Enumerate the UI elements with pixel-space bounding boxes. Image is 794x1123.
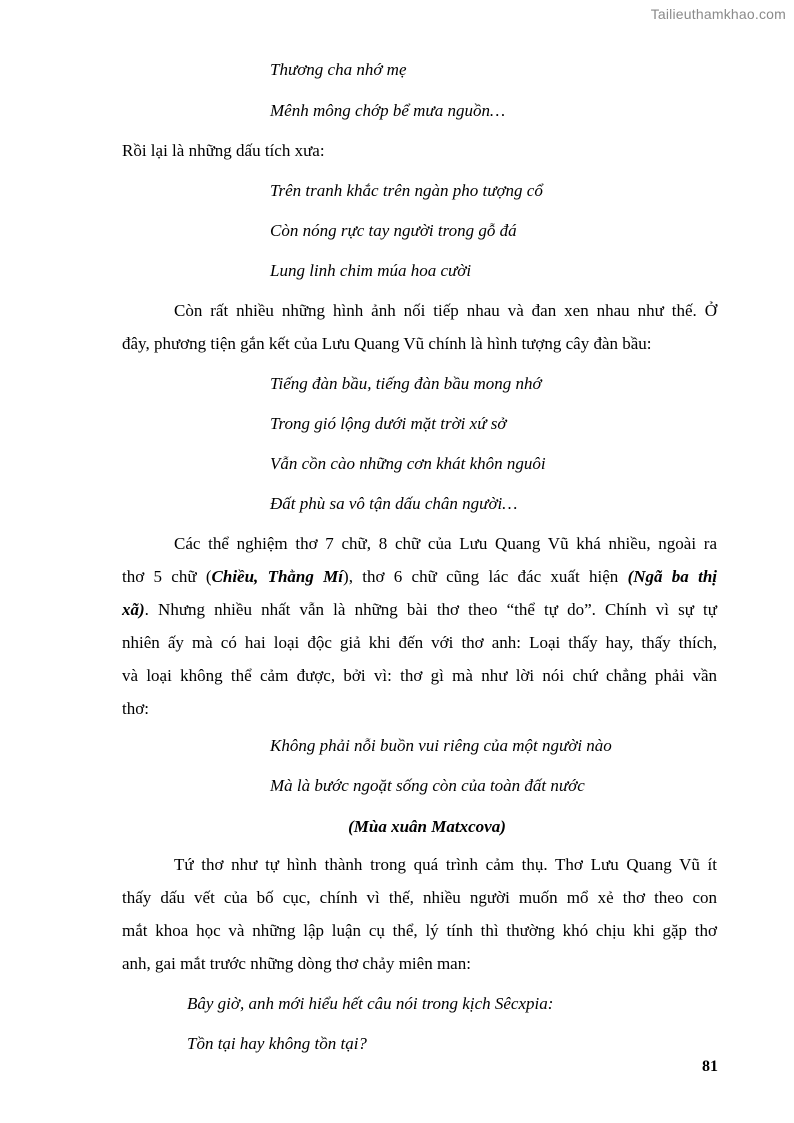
poem-line: Tồn tại hay không tồn tại? xyxy=(187,1034,367,1053)
body-line: mắt khoa học và những lập luận cụ thể, lý tính thì thường khó chịu khi gặp thơ xyxy=(122,921,717,940)
watermark: Tailieuthamkhao.com xyxy=(650,6,786,22)
poem-citation: (Mùa xuân Matxcova) xyxy=(348,817,506,836)
body-line: Rồi lại là những dấu tích xưa: xyxy=(122,141,325,160)
poem-line: Vẫn cồn cào những cơn khát khôn nguôi xyxy=(270,454,546,473)
body-line: Tứ thơ như tự hình thành trong quá trình cảm thụ. Thơ Lưu Quang Vũ ít xyxy=(174,855,717,874)
poem-line: Trên tranh khắc trên ngàn pho tượng cổ xyxy=(270,181,543,200)
body-line: nhiên ấy mà có hai loại độc giả khi đến với thơ anh: Loại thấy hay, thấy thích, xyxy=(122,633,717,652)
body-line: thơ: xyxy=(122,699,149,718)
poem-line: Tiếng đàn bầu, tiếng đàn bầu mong nhớ xyxy=(270,374,542,393)
text: thơ 5 chữ ( xyxy=(122,567,212,586)
poem-line: Đất phù sa vô tận dấu chân người… xyxy=(270,494,518,513)
text: . Nhưng nhiều nhất vẫn là những bài thơ theo “thể tự do”. Chính vì sự tự xyxy=(144,600,717,619)
body-line: thấy dấu vết của bố cục, chính vì thế, nhiều người muốn mổ xẻ thơ theo con xyxy=(122,888,717,907)
poem-title: xã) xyxy=(122,600,145,619)
poem-line: Mà là bước ngoặt sống còn của toàn đất nước xyxy=(270,776,585,795)
poem-line: Lung linh chim múa hoa cười xyxy=(270,261,472,280)
text: ), thơ 6 chữ cũng lác đác xuất hiện xyxy=(343,567,628,586)
poem-line: Thương cha nhớ mẹ xyxy=(270,60,407,79)
page-number: 81 xyxy=(702,1058,718,1075)
body-line xyxy=(122,600,717,620)
poem-line: Không phải nỗi buồn vui riêng của một người nào xyxy=(270,736,612,755)
body-line xyxy=(122,567,717,587)
poem-title: (Ngã ba thị xyxy=(627,567,718,586)
poem-line: Trong gió lộng dưới mặt trời xứ sở xyxy=(270,414,507,433)
body-line: anh, gai mắt trước những dòng thơ chảy miên man: xyxy=(122,954,471,973)
poem-title: Chiều, Thằng Mí xyxy=(211,567,344,586)
body-line: Còn rất nhiều những hình ảnh nối tiếp nhau và đan xen nhau như thế. Ở xyxy=(174,301,717,320)
poem-line: Mênh mông chớp bể mưa nguồn… xyxy=(270,101,506,120)
poem-line: Còn nóng rực tay người trong gỗ đá xyxy=(270,221,517,240)
body-line: Các thể nghiệm thơ 7 chữ, 8 chữ của Lưu Quang Vũ khá nhiều, ngoài ra xyxy=(174,534,717,553)
poem-line: Bây giờ, anh mới hiểu hết câu nói trong kịch Sêcxpia: xyxy=(187,994,554,1013)
body-line: đây, phương tiện gắn kết của Lưu Quang Vũ chính là hình tượng cây đàn bầu: xyxy=(122,334,652,353)
body-line: và loại không thể cảm được, bởi vì: thơ gì mà như lời nói chứ chẳng phải vần xyxy=(122,666,717,685)
